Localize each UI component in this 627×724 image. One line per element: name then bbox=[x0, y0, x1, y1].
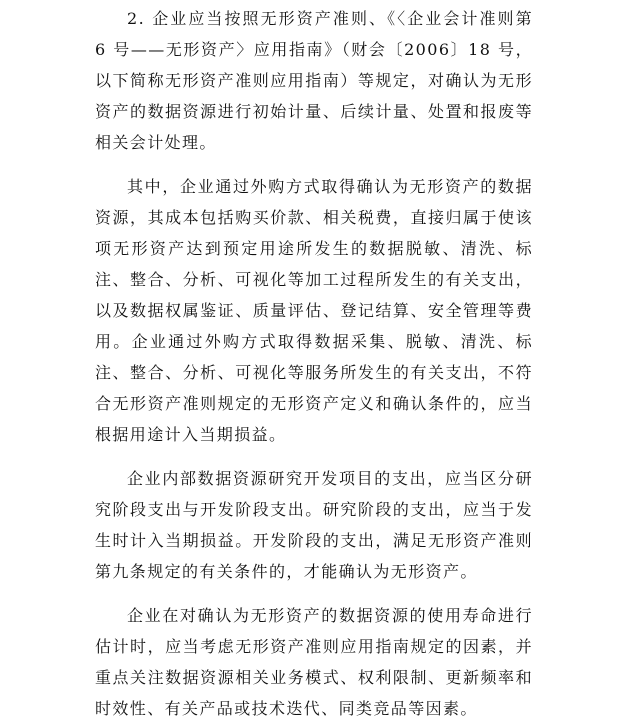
paragraph-external-purchase: 其中，企业通过外购方式取得确认为无形资产的数据资源，其成本包括购买价款、相关税费，直接归属于使该项无形资产达到预定用途所发生的数据脱敏、清洗、标注、整合、分析、可视化等加工过程所发生的有关支出，以及数据权属鉴证、质量评估、登记结算、安全管理等费用。企业通过外购方式取得数据采集、脱敏、清洗、标注、整合、分析、可视化等服务所发生的有关支出，不符合无形资产准则规定的无形资产定义和确认条件的，应当根据用途计入当期损益。 bbox=[95, 177, 533, 444]
paragraph-internal-rd: 企业内部数据资源研究开发项目的支出，应当区分研究阶段支出与开发阶段支出。研究阶段的支出，应当于发生时计入当期损益。开发阶段的支出，满足无形资产准则第九条规定的有关条件的，才能确认为无形资产。 bbox=[95, 469, 533, 581]
paragraph-initial-measurement: 2. 企业应当按照无形资产准则、《〈企业会计准则第 6 号——无形资产〉应用指南》（财会〔2006〕18 号，以下简称无形资产准则应用指南）等规定，对确认为无形资产的数据资源进行初始计量、后续计量、处置和报废等相关会计处理。 bbox=[95, 9, 533, 152]
document-page bbox=[95, 0, 533, 718]
paragraph-useful-life: 企业在对确认为无形资产的数据资源的使用寿命进行估计时，应当考虑无形资产准则应用指南规定的因素，并重点关注数据资源相关业务模式、权利限制、更新频率和时效性、有关产品或技术迭代、同类竞品等因素。 bbox=[95, 606, 533, 718]
